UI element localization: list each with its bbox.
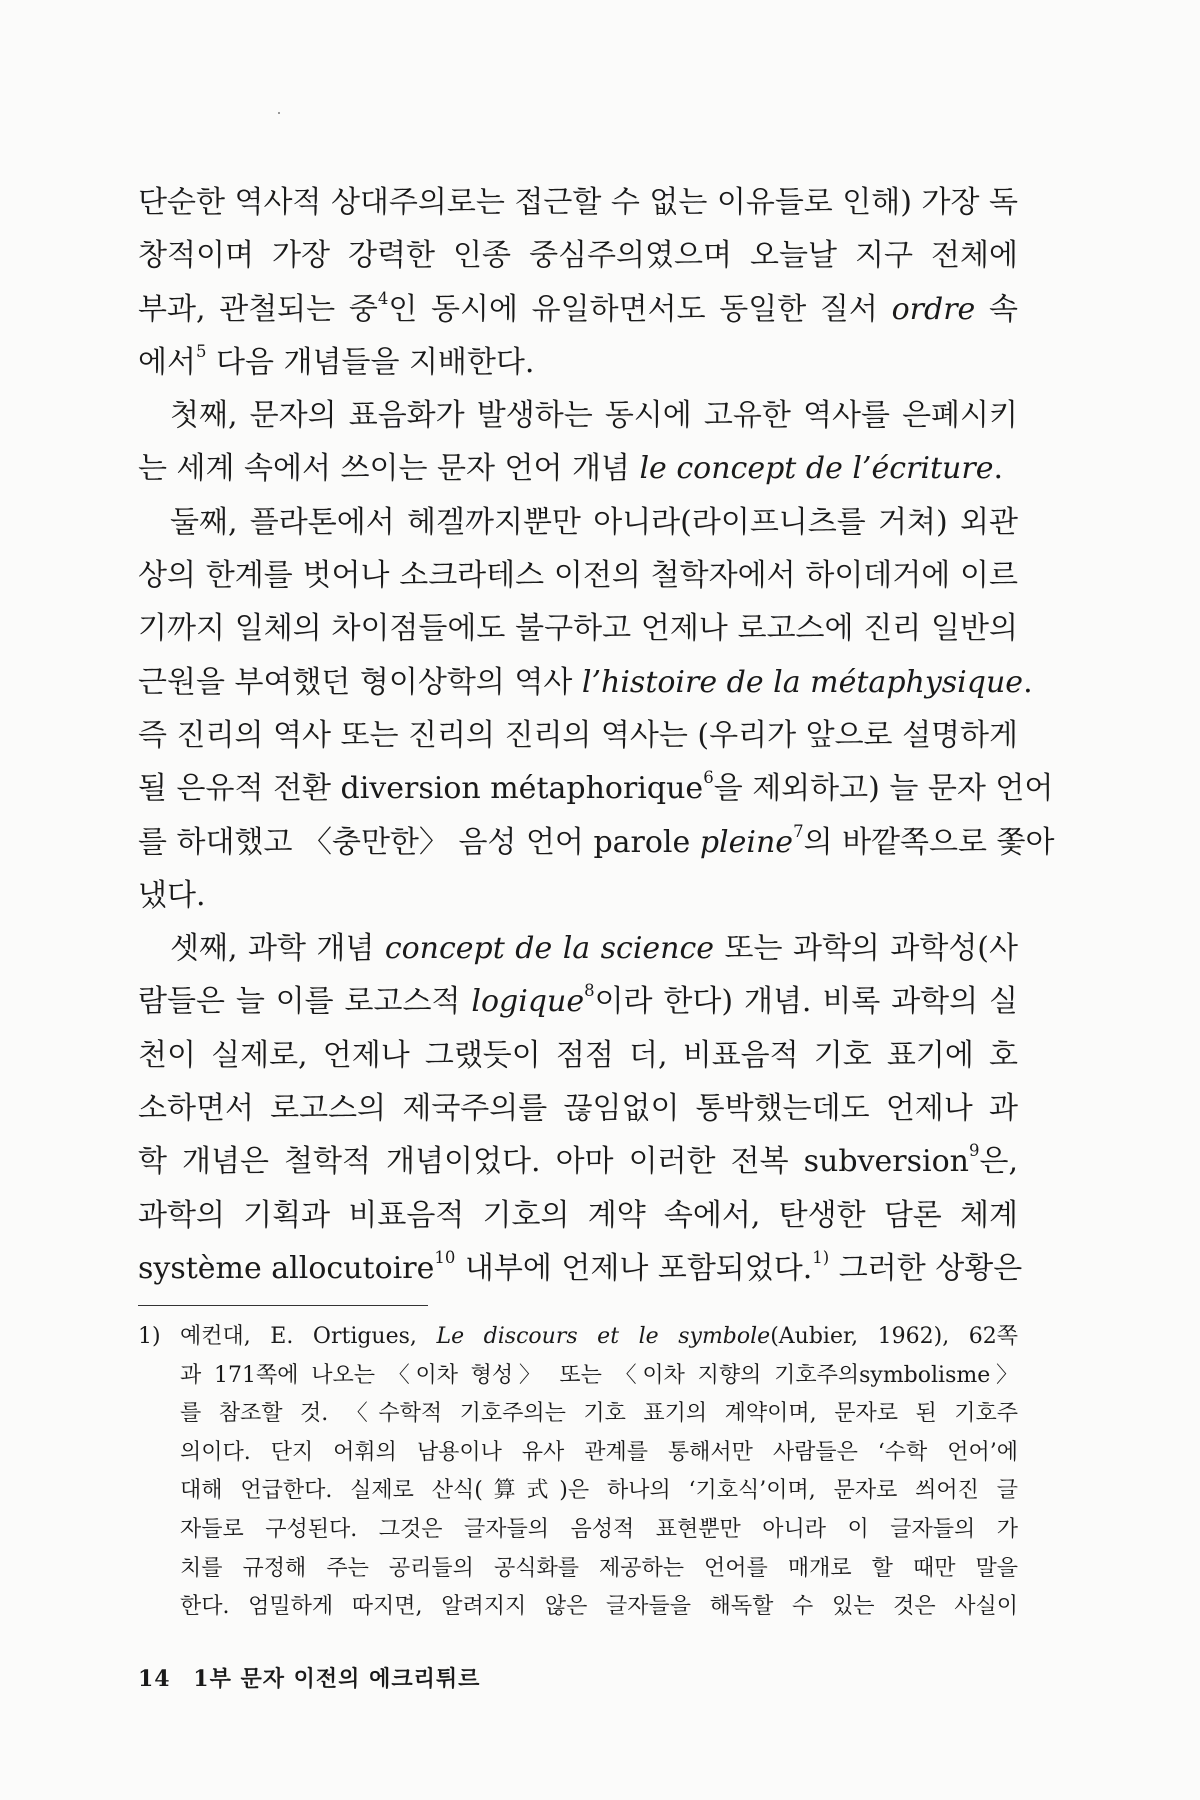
text-line xyxy=(138,922,1018,975)
text-run: 치를 규정해 주는 공리들의 공식화를 제공하는 언어를 매개로 할 때만 말을 xyxy=(180,1555,1018,1581)
text-run: 또는 과학의 과학성(사 xyxy=(714,931,1018,967)
footnote-line xyxy=(138,1472,1018,1511)
text-line xyxy=(138,1082,1018,1135)
text-run: 소하면서 로고스의 제국주의를 끊임없이 통박했는데도 언제나 과 xyxy=(138,1091,1018,1127)
text-line xyxy=(138,709,1018,762)
foreign-term: pleine xyxy=(699,824,794,860)
text-run: 의 바깥쪽으로 쫓아 xyxy=(803,824,1055,860)
text-run: 될 은유적 전환 diversion métaphorique xyxy=(138,771,704,807)
footnote-number: 1) xyxy=(138,1324,161,1349)
text-run: 람들은 늘 이를 로고스적 xyxy=(138,984,472,1020)
text-line xyxy=(138,229,1018,282)
text-run: 그러한 상황은 xyxy=(829,1250,1023,1286)
text-run: . xyxy=(993,451,1004,487)
text-run: 자들로 구성된다. 그것은 글자들의 음성적 표현뿐만 아니라 이 글자들의 가 xyxy=(180,1516,1018,1542)
text-run: 를 하대했고 〈충만한〉 음성 언어 parole xyxy=(138,824,700,860)
foreign-term: concept de la science xyxy=(384,931,715,967)
text-run: 셋째, 과학 개념 xyxy=(170,931,385,967)
text-line xyxy=(138,656,1033,709)
text-line xyxy=(138,442,1018,495)
footnote-ref: 9 xyxy=(968,1141,980,1161)
text-line xyxy=(138,496,1018,549)
foreign-term: le concept de l’écriture xyxy=(639,451,994,487)
footnote-ref: 8 xyxy=(584,981,595,1001)
text-run: 단순한 역사적 상대주의로는 접근할 수 없는 이유들로 인해) 가장 독 xyxy=(138,185,1018,220)
text-run: 내부에 언제나 포함되었다. xyxy=(455,1250,813,1286)
text-run: 천이 실제로, 언제나 그랬듯이 점점 더, 비표음적 기호 표기에 호 xyxy=(138,1037,1018,1073)
footnote-line xyxy=(138,1357,1018,1396)
page-number: 14 xyxy=(138,1666,171,1692)
text-line xyxy=(138,1189,1018,1242)
text-line xyxy=(138,762,1054,815)
text-run: 한다. 엄밀하게 따지면, 알려지지 않은 글자들을 해독할 수 있는 것은 사실이 xyxy=(180,1594,1018,1620)
text-run: 과학의 기획과 비표음적 기호의 계약 속에서, 탄생한 담론 체계 xyxy=(138,1197,1018,1233)
text-run: . xyxy=(1023,664,1033,700)
footnote-line xyxy=(138,1511,1018,1550)
text-run: 를 참조할 것. 〈수학적 기호주의는 기호 표기의 계약이며, 문자로 된 기호주 xyxy=(180,1401,1018,1427)
foreign-term: Le discours et le symbole xyxy=(436,1324,771,1349)
footnote-ref: 6 xyxy=(703,768,714,788)
footnote-divider xyxy=(138,1305,428,1306)
text-run: 은, xyxy=(979,1144,1018,1180)
text-run: 의이다. 단지 어휘의 남용이나 유사 관계를 통해서만 사람들은 ‘수학 언어’에 xyxy=(180,1439,1018,1465)
text-run: système allocutoire xyxy=(138,1250,435,1286)
text-line xyxy=(138,1135,1018,1188)
text-line xyxy=(138,602,1018,655)
text-run: 는 세계 속에서 쓰이는 문자 언어 개념 xyxy=(138,451,640,487)
text-run: 학 개념은 철학적 개념이었다. 아마 이러한 전복 subversion xyxy=(138,1144,969,1180)
text-run: 첫째, 문자의 표음화가 발생하는 동시에 고유한 역사를 은폐시키 xyxy=(170,398,1018,434)
text-run: 상의 한계를 벗어나 소크라테스 이전의 철학자에서 하이데거에 이르 xyxy=(138,558,1018,594)
footnote-line xyxy=(138,1395,1018,1434)
text-run: 즉 진리의 역사 또는 진리의 진리의 역사는 (우리가 앞으로 설명하게 xyxy=(138,717,1018,753)
text-line xyxy=(138,176,1018,229)
text-line xyxy=(138,389,1018,442)
foreign-term: l’histoire de la métaphysique xyxy=(581,664,1024,700)
footnote-line xyxy=(138,1434,1018,1473)
text-line xyxy=(138,816,1055,869)
text-run: 속 xyxy=(975,291,1018,327)
text-line xyxy=(138,336,1018,389)
foreign-term: logique xyxy=(471,984,585,1020)
text-run: 냈다. xyxy=(138,877,206,913)
text-run: 대해 언급한다. 실제로 산식(算式)은 하나의 ‘기호식’이며, 문자로 씌어진 글 xyxy=(180,1478,1018,1504)
foreign-term: ordre xyxy=(891,291,976,327)
text-run: 예컨대, E. Ortigues, xyxy=(180,1324,437,1349)
text-run: 에서 xyxy=(138,344,196,380)
footnote-ref: 7 xyxy=(793,821,804,841)
text-run: 창적이며 가장 강력한 인종 중심주의였으며 오늘날 지구 전체에 xyxy=(138,238,1018,274)
footnotes xyxy=(138,1318,1018,1627)
footnote-ref: 1) xyxy=(812,1248,830,1268)
text-line xyxy=(138,1029,1018,1082)
text-run: 부과, 관철되는 중 xyxy=(138,291,378,327)
text-run: (Aubier, 1962), 62쪽 xyxy=(770,1324,1019,1349)
footnote-ref: 4 xyxy=(377,288,389,308)
footnote-line xyxy=(138,1550,1018,1589)
text-line xyxy=(138,869,1018,922)
running-section-title: 1부 문자 이전의 에크리튀르 xyxy=(193,1666,481,1692)
footnote-ref: 10 xyxy=(434,1248,456,1268)
main-text xyxy=(138,176,1055,1295)
text-line xyxy=(138,975,1018,1028)
page-footer xyxy=(138,1662,480,1693)
text-line xyxy=(138,283,1018,336)
footnote-line xyxy=(138,1588,1018,1627)
text-run: 둘째, 플라톤에서 헤겔까지뿐만 아니라(라이프니츠를 거쳐) 외관 xyxy=(170,504,1018,540)
footnote-line xyxy=(138,1318,1018,1357)
footnote-ref: 5 xyxy=(195,342,207,362)
text-run: 기까지 일체의 차이점들에도 불구하고 언제나 로고스에 진리 일반의 xyxy=(138,611,1018,647)
text-run: 근원을 부여했던 형이상학의 역사 xyxy=(138,664,582,700)
text-run: 인 동시에 유일하면서도 동일한 질서 xyxy=(388,291,892,327)
text-run: 이라 한다) 개념. 비록 과학의 실 xyxy=(594,984,1018,1020)
text-run: 다음 개념들을 지배한다. xyxy=(206,344,535,380)
text-line xyxy=(138,1242,1023,1295)
text-line xyxy=(138,549,1018,602)
text-run: 을 제외하고) 늘 문자 언어 xyxy=(713,771,1054,807)
text-run: 과 171쪽에 나오는 〈이차 형성〉 또는 〈이차 지향의 기호주의symbolisme〉 xyxy=(180,1362,1018,1388)
scan-speck xyxy=(278,112,280,114)
